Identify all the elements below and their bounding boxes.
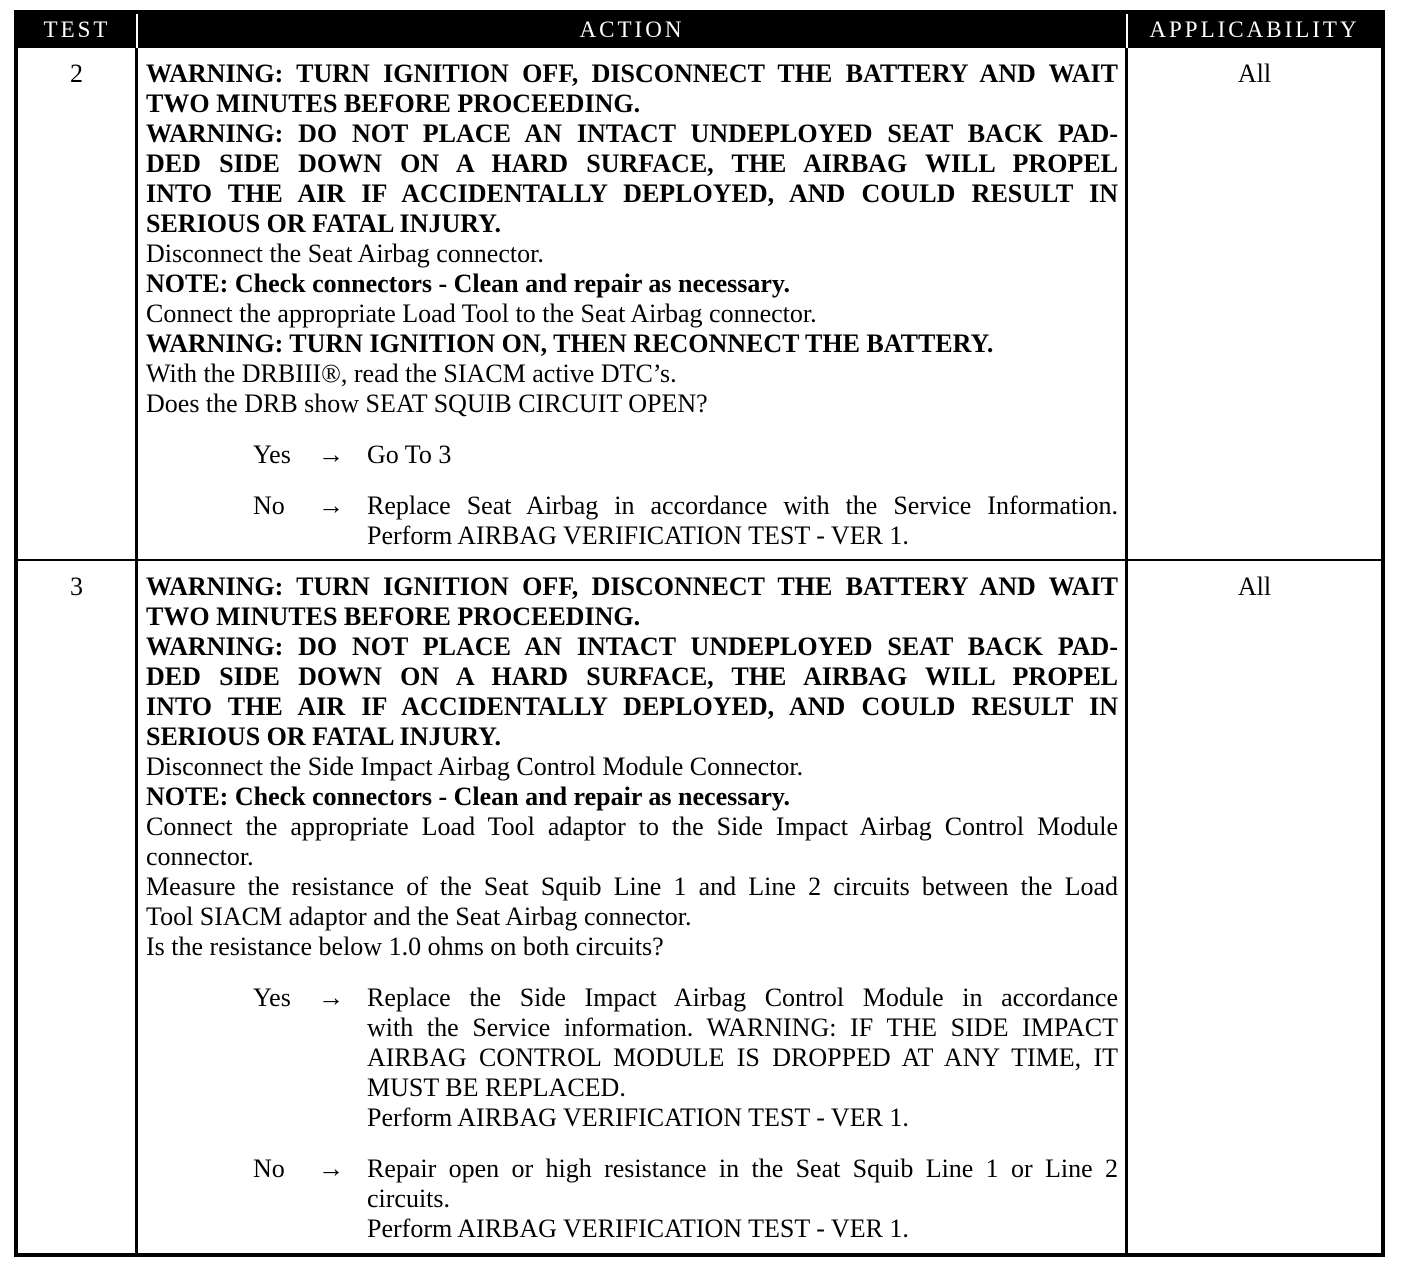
action-line: Connect the appropriate Load Tool adaptor to the Side Impact Airbag Control Module: [146, 812, 1118, 841]
table-header: [18, 14, 1381, 48]
action-line: Tool SIACM adaptor and the Seat Airbag connector.: [146, 902, 692, 931]
header-action: ACTION: [138, 14, 1128, 48]
note-line: NOTE: Check connectors - Clean and repair as necessary.: [146, 782, 790, 811]
warning-line: TWO MINUTES BEFORE PROCEEDING.: [146, 89, 641, 118]
outcome-line: Repair open or high resistance in the Seat Squib Line 1 or Line 2: [367, 1154, 1118, 1183]
action-line: Disconnect the Side Impact Airbag Control Module Connector.: [146, 752, 804, 781]
action-line: Disconnect the Seat Airbag connector.: [146, 239, 544, 268]
answer-label: No: [253, 491, 285, 520]
test-number: 2: [18, 48, 138, 559]
warning-line: SERIOUS OR FATAL INJURY.: [146, 209, 501, 238]
diagnostic-test-table: [14, 10, 1385, 1257]
answer-label: Yes: [253, 983, 291, 1012]
test-number: 3: [18, 561, 138, 1253]
action-cell: [138, 561, 1128, 1253]
outcome-line: Perform AIRBAG VERIFICATION TEST - VER 1.: [367, 1103, 909, 1132]
outcome-yes: [146, 983, 1118, 1133]
question-line: Does the DRB show SEAT SQUIB CIRCUIT OPEN?: [146, 389, 708, 418]
arrow-right-icon: →: [318, 440, 344, 469]
applicability-value: All: [1237, 59, 1272, 88]
outcome-line: Go To 3: [367, 440, 452, 469]
outcome-line: Perform AIRBAG VERIFICATION TEST - VER 1.: [367, 521, 909, 550]
warning-line: WARNING: TURN IGNITION OFF, DISCONNECT THE BATTERY AND WAIT: [146, 59, 1118, 88]
action-line: Measure the resistance of the Seat Squib Line 1 and Line 2 circuits between the Load: [146, 872, 1118, 901]
note-line: NOTE: Check connectors - Clean and repair as necessary.: [146, 269, 790, 298]
header-applicability: APPLICABILITY: [1149, 17, 1360, 42]
warning-line: WARNING: TURN IGNITION ON, THEN RECONNECT THE BATTERY.: [146, 329, 994, 358]
warning-line: DED SIDE DOWN ON A HARD SURFACE, THE AIRBAG WILL PROPEL: [146, 149, 1118, 178]
warning-line: WARNING: DO NOT PLACE AN INTACT UNDEPLOYED SEAT BACK PAD-: [146, 632, 1118, 661]
warning-line: WARNING: TURN IGNITION OFF, DISCONNECT THE BATTERY AND WAIT: [146, 572, 1118, 601]
applicability-value: All: [1237, 572, 1272, 601]
warning-line: TWO MINUTES BEFORE PROCEEDING.: [146, 602, 641, 631]
warning-line: SERIOUS OR FATAL INJURY.: [146, 722, 501, 751]
question-line: Is the resistance below 1.0 ohms on both circuits?: [146, 932, 664, 961]
outcome-yes: [146, 440, 1118, 470]
outcome-no: [146, 491, 1118, 551]
action-line: connector.: [146, 842, 254, 871]
action-line: With the DRBIII®, read the SIACM active DTC’s.: [146, 359, 677, 388]
outcome-line: Perform AIRBAG VERIFICATION TEST - VER 1.: [367, 1214, 909, 1243]
action-cell: [138, 48, 1128, 559]
action-line: Connect the appropriate Load Tool to the Seat Airbag connector.: [146, 299, 817, 328]
answer-label: No: [253, 1154, 285, 1183]
outcome-line: MUST BE REPLACED.: [367, 1073, 626, 1102]
arrow-right-icon: →: [318, 1154, 344, 1183]
outcome-line: Replace the Side Impact Airbag Control Module in accordance: [367, 983, 1118, 1012]
test-row: [18, 48, 1381, 561]
header-test: TEST: [18, 14, 138, 48]
warning-line: DED SIDE DOWN ON A HARD SURFACE, THE AIRBAG WILL PROPEL: [146, 662, 1118, 691]
outcome-line: circuits.: [367, 1184, 451, 1213]
warning-line: WARNING: DO NOT PLACE AN INTACT UNDEPLOYED SEAT BACK PAD-: [146, 119, 1118, 148]
arrow-right-icon: →: [318, 983, 344, 1012]
outcome-line: with the Service information. WARNING: IF THE SIDE IMPACT: [367, 1013, 1118, 1042]
test-row: [18, 561, 1381, 1253]
arrow-right-icon: →: [318, 491, 344, 520]
warning-line: INTO THE AIR IF ACCIDENTALLY DEPLOYED, AND COULD RESULT IN: [146, 179, 1118, 208]
outcome-line: Replace Seat Airbag in accordance with the Service Information.: [367, 491, 1118, 520]
outcome-no: [146, 1154, 1118, 1244]
outcome-line: AIRBAG CONTROL MODULE IS DROPPED AT ANY TIME, IT: [367, 1043, 1118, 1072]
answer-label: Yes: [253, 440, 291, 469]
warning-line: INTO THE AIR IF ACCIDENTALLY DEPLOYED, AND COULD RESULT IN: [146, 692, 1118, 721]
